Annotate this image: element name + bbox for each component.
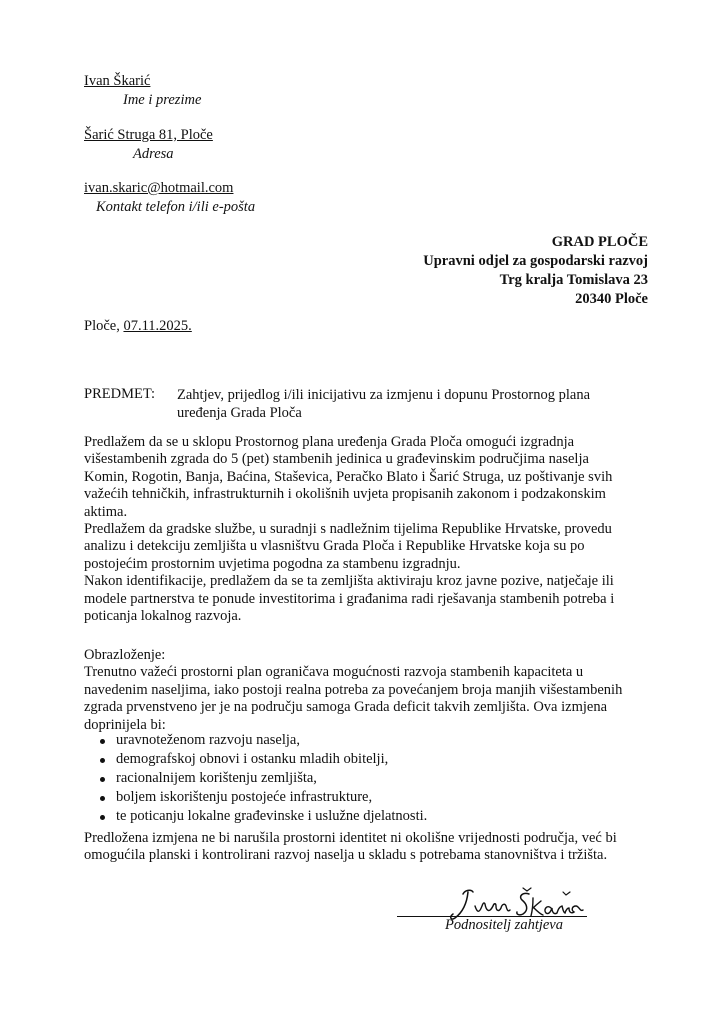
closing-line: Predložena izmjena ne bi narušila prostorni identitet ni okolišne vrijednosti područja, već bi xyxy=(84,830,617,846)
proposal-line: analizu i detekciju zemljišta u vlasništvu Grada Ploča i Republike Hrvatske koja su po xyxy=(84,538,585,555)
sender-name-label: Ime i prezime xyxy=(123,92,202,108)
recipient-line: GRAD PLOČE xyxy=(551,234,648,250)
benefits-list xyxy=(88,731,427,826)
date: 07.11.2025. xyxy=(123,318,192,334)
proposal-line: postojećim prostornim uvjetima pogodna za stambenu izgradnju. xyxy=(84,555,461,572)
reasoning-line: Trenutno važeći prostorni plan ograničava mogućnosti razvoja stambenih kapaciteta u xyxy=(84,664,584,681)
bullet-icon xyxy=(100,815,105,820)
proposal-line: Nakon identifikacije, predlažem da se ta zemljišta aktiviraju kroz javne pozive, natječaje ili xyxy=(84,573,614,590)
subject-label: PREDMET: xyxy=(84,386,155,402)
recipient-block xyxy=(423,233,648,309)
recipient-line: Upravni odjel za gospodarski razvoj xyxy=(423,253,648,269)
list-item-text: uravnoteženom razvoju naselja, xyxy=(116,732,300,748)
list-item-text: te poticanju lokalne građevinske i uslužne djelatnosti. xyxy=(116,808,428,824)
list-item xyxy=(88,769,427,788)
proposal-line: Komin, Rogotin, Banja, Baćina, Staševica, Peračko Blato i Šarić Struga, uz poštivanje svih xyxy=(84,468,613,485)
bullet-icon xyxy=(100,739,105,744)
closing-paragraph xyxy=(84,830,654,865)
list-item xyxy=(88,807,427,826)
recipient-line: Trg kralja Tomislava 23 xyxy=(499,272,648,288)
list-item-text: racionalnijem korištenju zemljišta, xyxy=(116,770,317,786)
proposal-line: poticanja lokalnog razvoja. xyxy=(84,608,242,625)
closing-line: omogućila planski i kontrolirani razvoj naselja u skladu s potrebama stanovništva i tržišta. xyxy=(84,847,608,864)
list-item-text: boljem iskorištenju postojeće infrastrukture, xyxy=(116,789,373,805)
sender-contact: ivan.skaric@hotmail.com xyxy=(84,180,234,196)
list-item-text: demografskoj obnovi i ostanku mladih obitelji, xyxy=(116,751,389,767)
bullet-icon xyxy=(100,796,105,801)
reasoning-section xyxy=(84,647,654,734)
sender-name: Ivan Škarić xyxy=(84,73,151,89)
subject-line: uređenja Grada Ploča xyxy=(177,405,302,421)
proposal-line: Predlažem da se u sklopu Prostornog plana uređenja Grada Ploča omogući izgradnja xyxy=(84,434,575,450)
subject-text xyxy=(177,386,590,422)
reasoning-line: zgrada prvenstveno jer je na području samoga Grada deficit takvih zemljišta. Ova izmjena xyxy=(84,699,608,716)
proposal-line: modele partnerstva te ponude investitorima i građanima radi rješavanja stambenih potreba i xyxy=(84,590,615,607)
sender-address-label: Adresa xyxy=(133,146,174,162)
recipient-line: 20340 Ploče xyxy=(575,291,648,307)
list-item xyxy=(88,750,427,769)
place: Ploče, xyxy=(84,318,124,334)
reasoning-line: doprinijela bi: xyxy=(84,716,166,733)
bullet-icon xyxy=(100,758,105,763)
proposal-line: višestambenih zgrada do 5 (pet) stambenih jedinica u građevinskim područjima naselja xyxy=(84,451,589,468)
sender-address: Šarić Struga 81, Ploče xyxy=(84,127,213,143)
proposal-line: važećih tehničkih, infrastrukturnih i okolišnih uvjeta propisanih zakonom i podzakonskim xyxy=(84,486,606,503)
sender-contact-label: Kontakt telefon i/ili e-pošta xyxy=(96,199,256,215)
proposal-paragraph xyxy=(84,434,654,625)
bullet-icon xyxy=(100,777,105,782)
proposal-line: Predlažem da gradske službe, u suradnji s nadležnim tijelima Republike Hrvatske, provedu xyxy=(84,521,612,538)
reasoning-line: navedenim naseljima, iako postoji realna potreba za povećanjem broja manjih višestambenih xyxy=(84,681,623,698)
signature-label: Podnositelj zahtjeva xyxy=(445,917,563,933)
list-item xyxy=(88,731,427,750)
place-date xyxy=(84,318,192,335)
subject-line: Zahtjev, prijedlog i/ili inicijativu za izmjenu i dopunu Prostornog plana xyxy=(177,387,591,403)
list-item xyxy=(88,788,427,807)
reasoning-heading: Obrazloženje: xyxy=(84,647,166,663)
proposal-line: aktima. xyxy=(84,503,128,520)
